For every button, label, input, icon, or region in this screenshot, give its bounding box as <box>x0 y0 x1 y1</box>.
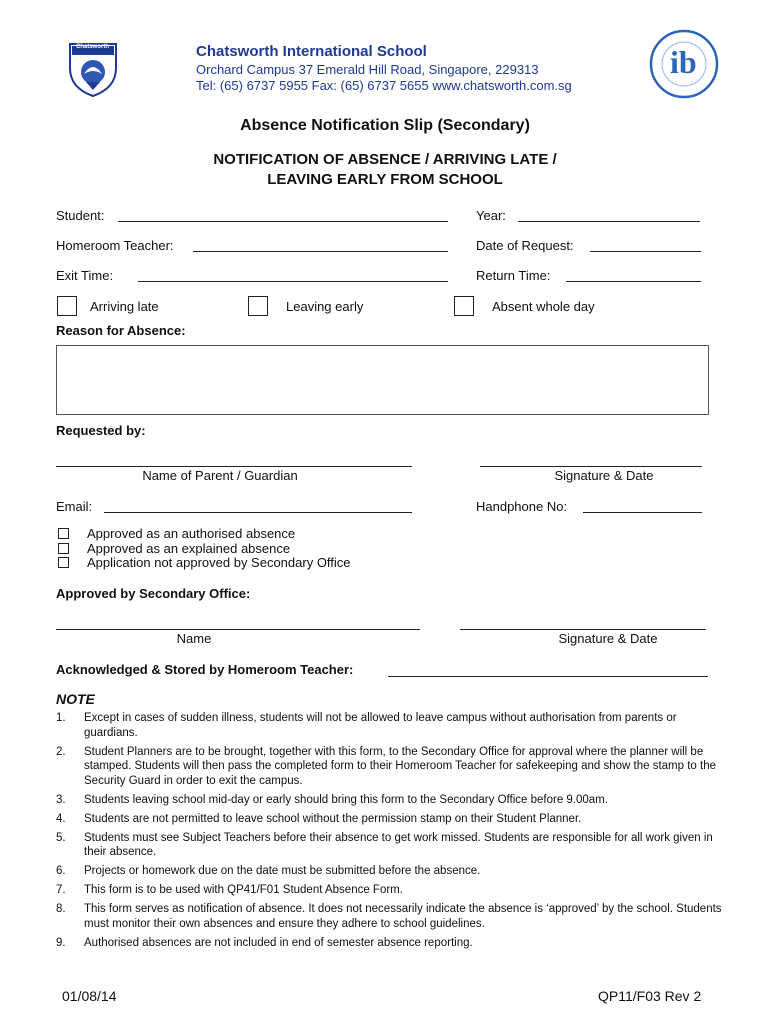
note-item <box>56 745 726 789</box>
parent-signature-caption: Signature & Date <box>554 468 654 483</box>
parent-name-caption: Name of Parent / Guardian <box>142 468 298 483</box>
office-signature-caption: Signature & Date <box>558 631 658 646</box>
exit-time-label: Exit Time: <box>56 268 114 283</box>
school-contact: Tel: (65) 6737 5955 Fax: (65) 6737 5655 www.chatsworth.com.sg <box>196 78 572 93</box>
approval-option-label: Application not approved by Secondary Office <box>87 555 351 570</box>
parent-signature-line[interactable] <box>480 466 702 467</box>
email-input-line[interactable] <box>104 512 412 513</box>
homeroom-teacher-label: Homeroom Teacher: <box>56 238 174 253</box>
note-number: 4. <box>56 812 66 825</box>
approval-option-label: Approved as an explained absence <box>87 541 291 556</box>
approval-checkbox[interactable] <box>58 557 69 568</box>
note-heading: NOTE <box>56 691 95 707</box>
ib-logo-text: ib <box>670 44 697 80</box>
leaving-early-checkbox[interactable] <box>248 296 268 316</box>
date-of-request-input-line[interactable] <box>590 251 701 252</box>
note-item <box>56 812 726 827</box>
approved-by-label: Approved by Secondary Office: <box>56 586 251 601</box>
approval-checkbox[interactable] <box>58 543 69 554</box>
year-label: Year: <box>476 208 506 223</box>
homeroom-teacher-input-line[interactable] <box>193 251 448 252</box>
absent-whole-day-label: Absent whole day <box>492 299 595 314</box>
acknowledged-label: Acknowledged & Stored by Homeroom Teacher: <box>56 662 354 677</box>
note-text: This form is to be used with QP41/F01 Student Absence Form. <box>84 884 403 896</box>
note-number: 7. <box>56 884 66 896</box>
reason-textbox[interactable] <box>56 345 709 415</box>
arriving-late-label: Arriving late <box>90 299 159 314</box>
note-number: 1. <box>56 712 66 724</box>
email-label: Email: <box>56 499 93 514</box>
footer-form-code: QP11/F03 Rev 2 <box>598 988 702 1004</box>
note-text: This form serves as notification of absence. It does not necessarily indicate the absence is ‘approved’ by the school. Students must monitor their own absences and ensure they adhere to school guidelines. <box>84 903 722 930</box>
note-text: Authorised absences are not included in end of semester absence reporting. <box>84 936 473 949</box>
note-item <box>56 902 726 931</box>
note-text: Students must see Subject Teachers before their absence to get work missed. Students are responsible for all work given in their absence. <box>84 831 713 858</box>
note-item <box>56 883 726 898</box>
reason-label: Reason for Absence: <box>56 323 186 338</box>
note-item <box>56 711 726 740</box>
date-of-request-label: Date of Request: <box>476 238 574 253</box>
approval-checkbox[interactable] <box>58 528 69 539</box>
office-name-line[interactable] <box>56 629 420 630</box>
school-address: Orchard Campus 37 Emerald Hill Road, Singapore, 229313 <box>196 62 539 77</box>
note-number: 5. <box>56 831 66 844</box>
note-item <box>56 936 726 951</box>
notes-list <box>56 711 726 955</box>
form-title: Absence Notification Slip (Secondary) <box>240 117 530 134</box>
acknowledged-input-line[interactable] <box>388 676 708 677</box>
office-name-caption: Name <box>176 631 212 646</box>
office-signature-line[interactable] <box>460 629 706 630</box>
form-heading-line1: NOTIFICATION OF ABSENCE / ARRIVING LATE / <box>213 151 557 168</box>
approval-option-not-approved[interactable] <box>58 555 351 570</box>
handphone-label: Handphone No: <box>476 499 568 514</box>
note-text: Students leaving school mid-day or early should bring this form to the Secondary Office before 9.00am. <box>84 793 608 806</box>
note-item <box>56 793 726 808</box>
year-input-line[interactable] <box>518 221 700 222</box>
note-text: Students are not permitted to leave school without the permission stamp on their Student Planner. <box>84 812 582 825</box>
note-text: Except in cases of sudden illness, students will not be allowed to leave campus without authorisation from parents or guardians. <box>84 712 677 739</box>
note-text: Student Planners are to be brought, together with this form, to the Secondary Office for approval where the planner will be stamped. Students will then pass the completed form to their Homeroom Teacher for safekeeping and show the stamp to the Security Guard in order to exit the campus. <box>84 745 716 787</box>
note-item <box>56 864 726 879</box>
approval-option-authorised[interactable] <box>58 526 295 541</box>
exit-time-input-line[interactable] <box>138 281 448 282</box>
return-time-label: Return Time: <box>476 268 551 283</box>
handphone-input-line[interactable] <box>583 512 702 513</box>
arriving-late-checkbox[interactable] <box>57 296 77 316</box>
form-heading-line2: LEAVING EARLY FROM SCHOOL <box>267 171 503 188</box>
crest-text: Chatsworth <box>76 44 109 50</box>
school-crest-logo <box>62 38 124 100</box>
requested-by-label: Requested by: <box>56 423 146 438</box>
note-text: Projects or homework due on the date must be submitted before the absence. <box>84 865 481 877</box>
note-item <box>56 831 726 860</box>
school-name: Chatsworth International School <box>196 43 427 60</box>
note-number: 3. <box>56 793 66 806</box>
leaving-early-label: Leaving early <box>286 299 364 314</box>
parent-name-line[interactable] <box>56 466 412 467</box>
return-time-input-line[interactable] <box>566 281 701 282</box>
absent-whole-day-checkbox[interactable] <box>454 296 474 316</box>
footer-date: 01/08/14 <box>62 988 117 1004</box>
note-number: 9. <box>56 936 66 949</box>
student-input-line[interactable] <box>118 221 448 222</box>
approval-option-explained[interactable] <box>58 541 290 556</box>
note-number: 6. <box>56 865 66 877</box>
note-number: 2. <box>56 745 66 758</box>
note-number: 8. <box>56 903 66 915</box>
ib-logo <box>648 28 720 100</box>
student-label: Student: <box>56 208 105 223</box>
approval-option-label: Approved as an authorised absence <box>87 526 296 541</box>
